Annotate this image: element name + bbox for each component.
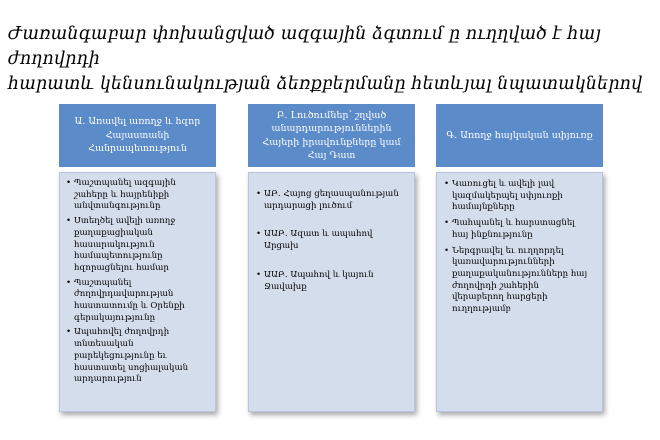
list-item-line: հաստատել սոցիալական: [74, 362, 189, 373]
list-item: [66, 278, 209, 325]
column-b-header-line: Բ. Լուծումներ՝ շղված: [276, 109, 387, 121]
column-a-header: [59, 104, 216, 167]
list-item: [444, 246, 596, 316]
list-item-line: վերաբերող հարցերի: [452, 292, 548, 303]
list-item-line: կառավարությունների: [452, 257, 555, 268]
list-item-line: բարեկեցությունը եւ: [74, 350, 167, 361]
column-c-header-line: Գ. Առողջ հայկական սփյուռք: [446, 129, 593, 141]
list-item-line: • Կառուցել և ավելի լավ: [452, 179, 555, 189]
list-item: [444, 179, 596, 214]
column-b-header: [248, 104, 415, 167]
list-item-line: • Ապահովել ժողովրդի: [74, 327, 170, 338]
list-item-line: հասարակություն: [74, 239, 155, 250]
list-item-line: համայնքները: [452, 202, 515, 213]
list-item: [256, 189, 408, 212]
column-a-body: [59, 172, 216, 412]
column-c-body: [436, 172, 603, 412]
list-item-line: կազմակերպել սփյուռքի: [452, 190, 563, 201]
column-b: [248, 104, 415, 292]
list-item-line: • ԱԲ. Հայոց ցեղասպանության: [264, 189, 399, 199]
list-item: [66, 216, 209, 275]
list-item-line: քաղաքացիական: [74, 227, 153, 238]
list-item-line: արդարացի լուծում: [264, 200, 353, 211]
list-item-line: ժողովրդավարության: [74, 289, 174, 300]
column-b-header-line: Հայ Դատ: [307, 150, 356, 161]
list-item-line: անվտանգությունը: [74, 201, 161, 212]
list-item-line: ուղղությամբ: [452, 304, 511, 315]
list-item-line: քաղաքականությունները հայ: [452, 268, 588, 279]
title-line-1: Ժառանգաբար փոխանցված ազգային ձգտում ը ուղղված է հայ ժողովրդի: [8, 24, 601, 69]
list-item-line: • Ստեղծել ավելի առողջ: [74, 216, 176, 227]
column-a: [59, 104, 216, 385]
list-item-line: • Պաշտպանել: [74, 277, 132, 288]
list-item-line: արդարություն: [74, 374, 142, 385]
list-item: [66, 178, 209, 213]
column-a-header-line: Ա. Առավել առողջ և հզոր: [74, 116, 201, 128]
column-c: [436, 104, 603, 315]
list-item-line: • Ներգրավել եւ ուղղորդել: [452, 245, 564, 256]
list-item-line: գերակայությունը: [74, 312, 156, 323]
list-item-line: տնտեսական: [74, 339, 134, 350]
list-item-line: • Պաշտպանել ազգային: [74, 178, 176, 188]
list-item: [444, 218, 596, 241]
list-item: [66, 327, 209, 386]
column-a-header-line: Հանրապետություն: [88, 143, 187, 155]
list-item-line: • ԱԱԲ. Ազատ և ապահով Արցախ: [264, 229, 373, 252]
list-item: [256, 229, 408, 252]
list-item-line: • ԱԱԲ. Ապահով և կայուն: [264, 269, 374, 280]
column-b-header-line: անարդարություններին: [271, 123, 392, 134]
list-item-line: • Պահպանել և հարստացնել: [452, 218, 575, 229]
list-item-line: հայ ինքնությունը: [452, 229, 533, 240]
list-item-line: շահերը և հայրենիքի: [74, 189, 170, 200]
list-item-line: հաստատումը և Օրենքի: [74, 301, 185, 312]
column-c-header: [436, 104, 603, 167]
column-a-header-line: Հայաստանի: [105, 129, 170, 141]
list-item-line: ժողովրդի շահերին: [452, 280, 539, 291]
diagram-title: [8, 22, 656, 97]
list-item-line: համապետությունը: [74, 251, 163, 262]
list-item-line: հզորացնելու համար: [74, 262, 169, 273]
column-b-header-line: Հայերի իրավունքները կամ: [262, 136, 401, 148]
title-line-2: հարատև կենսունակության ձեռքբերմանը հետևյալ նպատակներով: [8, 74, 643, 94]
list-item: [256, 270, 408, 293]
list-item-line: Ջավախք: [264, 281, 307, 292]
column-b-body: [248, 172, 415, 412]
